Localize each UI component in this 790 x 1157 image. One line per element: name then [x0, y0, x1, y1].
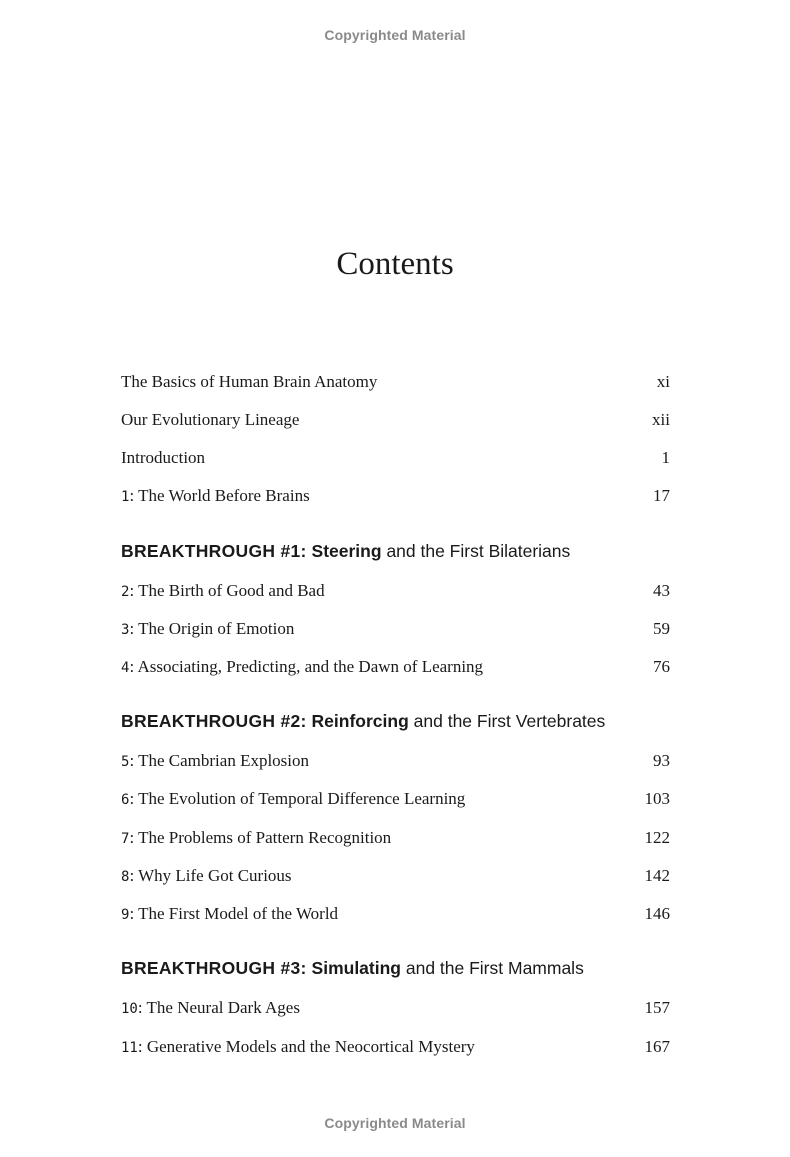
toc-entry[interactable]	[121, 789, 670, 813]
chapter-number: 6	[121, 792, 130, 808]
toc-entry-title: 2: The Birth of Good and Bad	[121, 581, 325, 600]
toc-entry-title: 1: The World Before Brains	[121, 486, 310, 505]
toc-entry-page: 59	[653, 619, 670, 638]
chapter-number: 8	[121, 869, 130, 885]
chapter-number: 11	[121, 1040, 138, 1056]
page-title: Contents	[336, 246, 454, 282]
toc-entry-page: 103	[644, 789, 670, 808]
chapter-number: 7	[121, 831, 130, 847]
chapter-number: 4	[121, 660, 130, 676]
toc-entry-page: 157	[644, 998, 670, 1017]
section-subtitle: and the First Mammals	[405, 958, 584, 978]
section-label: BREAKTHROUGH #1:	[121, 541, 307, 561]
watermark-top: Copyrighted Material	[324, 27, 466, 43]
toc-entry-title: Introduction	[121, 448, 206, 467]
section-subtitle: and the First Vertebrates	[413, 711, 606, 731]
toc-entry-title: The Basics of Human Brain Anatomy	[121, 372, 378, 391]
toc-entry[interactable]	[121, 904, 670, 928]
toc-entry[interactable]	[121, 828, 670, 852]
toc-entry-page: 167	[644, 1037, 670, 1056]
toc-entry-title: Our Evolutionary Lineage	[121, 410, 300, 429]
toc-entry[interactable]	[121, 619, 670, 643]
section-keyword: Simulating	[311, 958, 401, 978]
section-keyword: Steering	[311, 541, 382, 561]
chapter-number: 5	[121, 754, 130, 770]
chapter-number: 9	[121, 907, 130, 923]
toc-entry-title: 7: The Problems of Pattern Recognition	[121, 828, 392, 847]
section-heading-breakthrough-2	[121, 711, 681, 737]
chapter-number: 1	[121, 489, 130, 505]
toc-entry-title: 11: Generative Models and the Neocortical Mystery	[121, 1037, 475, 1056]
toc-entry[interactable]	[121, 581, 670, 605]
toc-entry-page: 43	[653, 581, 670, 600]
toc-entry-title: 3: The Origin of Emotion	[121, 619, 295, 638]
toc-entry-page: 122	[644, 828, 670, 847]
toc-entry-page: xii	[652, 410, 670, 429]
section-keyword: Reinforcing	[311, 711, 409, 731]
toc-entry-page: 76	[653, 657, 670, 676]
toc-entry-title: 5: The Cambrian Explosion	[121, 751, 310, 770]
toc-entry-page: 146	[644, 904, 670, 923]
watermark-bottom: Copyrighted Material	[324, 1115, 466, 1131]
toc-entry-page: 142	[644, 866, 670, 885]
toc-entry-title: 8: Why Life Got Curious	[121, 866, 292, 885]
toc-entry[interactable]	[121, 372, 670, 396]
section-label: BREAKTHROUGH #2:	[121, 711, 307, 731]
toc-entry[interactable]	[121, 657, 670, 681]
chapter-number: 3	[121, 622, 130, 638]
toc-entry[interactable]	[121, 998, 670, 1022]
toc-entry-title: 4: Associating, Predicting, and the Dawn of Learning	[121, 657, 484, 676]
section-heading-breakthrough-3	[121, 958, 681, 984]
toc-entry[interactable]	[121, 448, 670, 472]
toc-entry-title: 9: The First Model of the World	[121, 904, 339, 923]
toc-entry[interactable]	[121, 751, 670, 775]
toc-entry[interactable]	[121, 866, 670, 890]
section-label: BREAKTHROUGH #3:	[121, 958, 307, 978]
section-heading-breakthrough-1	[121, 541, 681, 567]
toc-entry-page: 93	[653, 751, 670, 770]
toc-entry-page: 17	[653, 486, 670, 505]
section-subtitle: and the First Bilaterians	[386, 541, 571, 561]
toc-entry[interactable]	[121, 1037, 670, 1061]
toc-entry[interactable]	[121, 410, 670, 434]
toc-entry-title: 10: The Neural Dark Ages	[121, 998, 300, 1017]
toc-entry-page: xi	[656, 372, 670, 391]
chapter-number: 10	[121, 1001, 138, 1017]
toc-entry-page: 1	[661, 448, 670, 467]
toc-entry-title: 6: The Evolution of Temporal Difference Learning	[121, 789, 466, 808]
toc-entry[interactable]	[121, 486, 670, 510]
chapter-number: 2	[121, 584, 130, 600]
